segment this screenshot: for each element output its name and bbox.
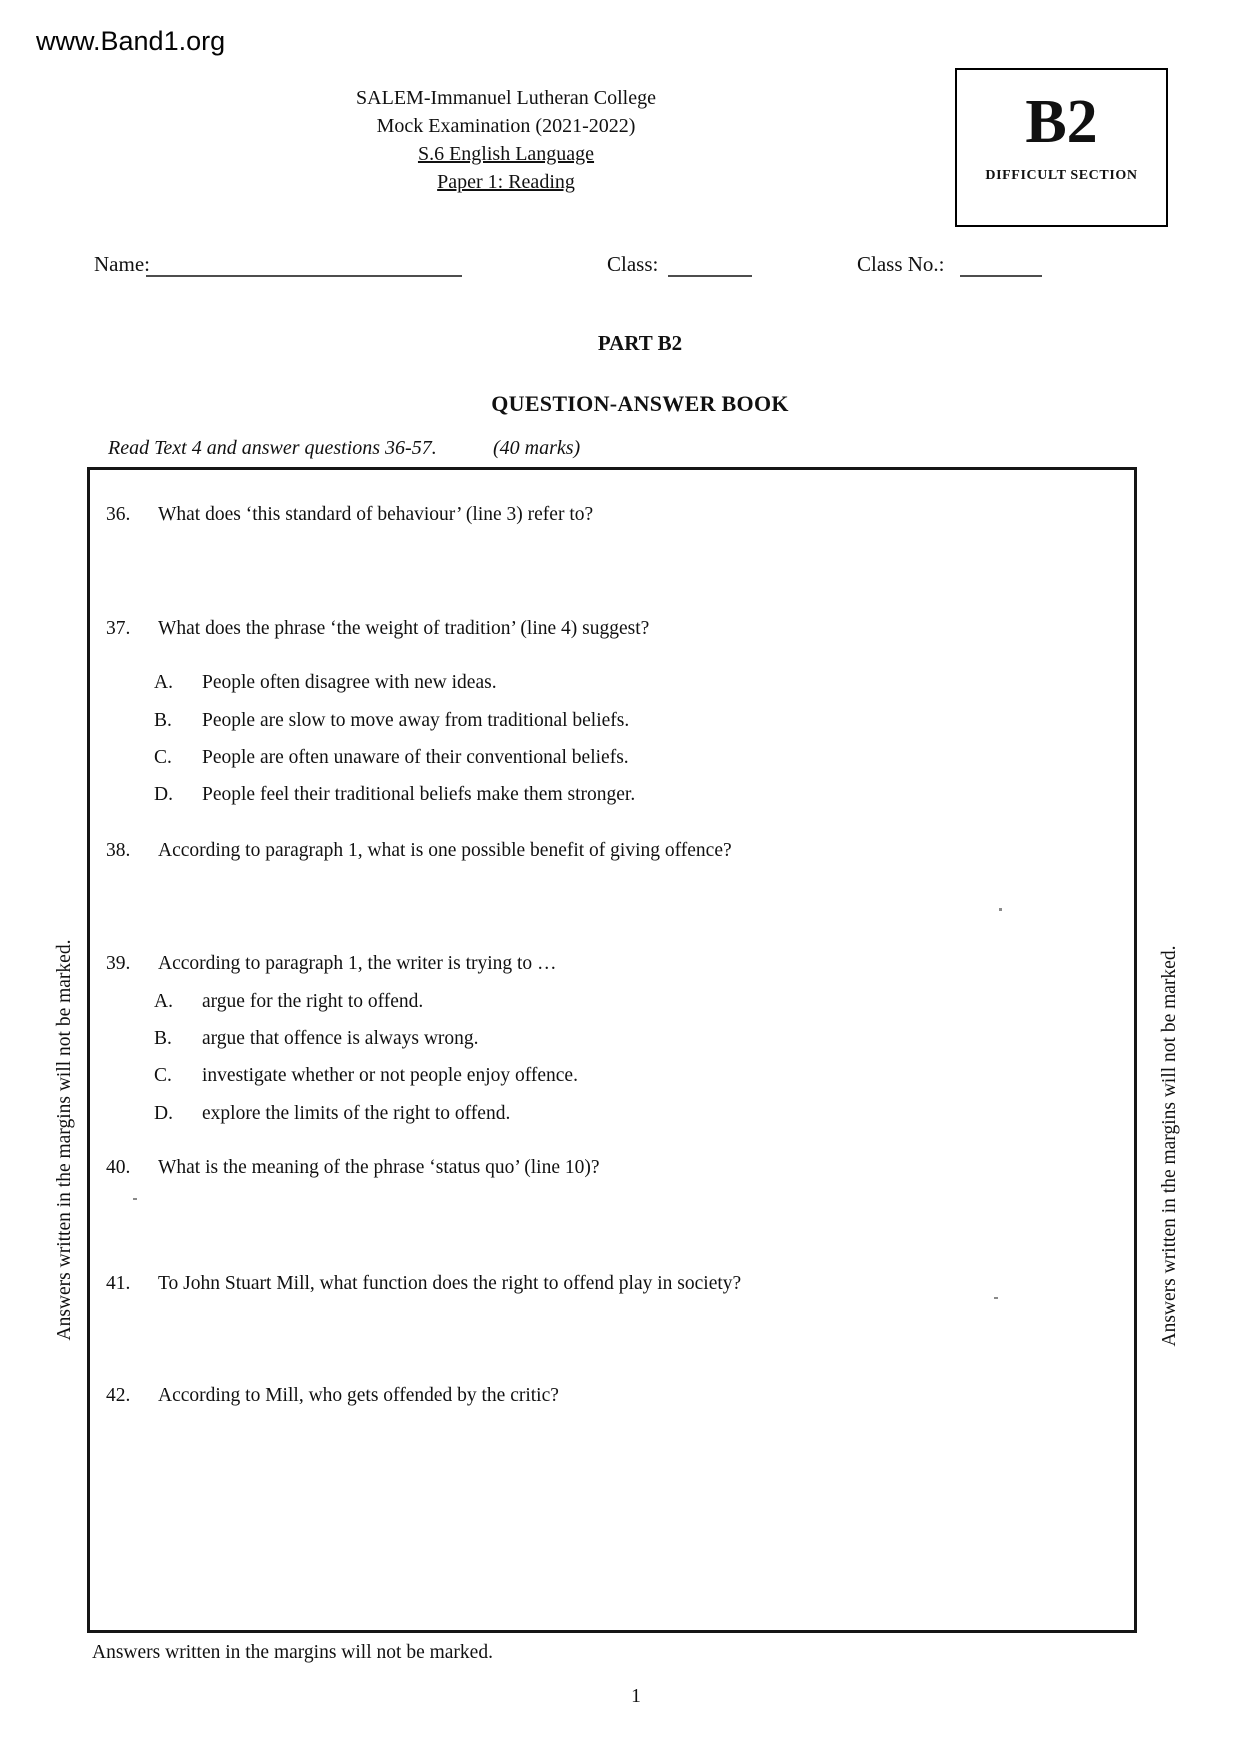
name-blank-line	[146, 252, 462, 277]
question-number: 36.	[106, 504, 131, 525]
option-text: explore the limits of the right to offend.	[202, 1103, 511, 1124]
question-text: What does ‘this standard of behaviour’ (line 3) refer to?	[158, 504, 594, 525]
option-text: argue for the right to offend.	[202, 991, 424, 1012]
book-title: QUESTION-ANSWER BOOK	[491, 391, 789, 416]
answer-box	[87, 467, 1137, 1633]
question-text: What does the phrase ‘the weight of tradition’ (line 4) suggest?	[158, 618, 650, 639]
exam-title: Mock Examination (2021-2022)	[376, 115, 636, 137]
question-number: 41.	[106, 1273, 131, 1294]
right-margin-note: Answers written in the margins will not be marked.	[1159, 945, 1180, 1347]
section-code: B2	[1025, 88, 1098, 156]
question-text: According to paragraph 1, what is one possible benefit of giving offence?	[158, 840, 732, 861]
question-number: 42.	[106, 1385, 131, 1406]
instructions-marks: (40 marks)	[493, 437, 581, 459]
question-number: 39.	[106, 953, 131, 974]
class-blank-line	[668, 252, 752, 277]
scan-speck	[994, 1297, 998, 1299]
left-margin-note: Answers written in the margins will not be marked.	[54, 939, 75, 1341]
question-text: To John Stuart Mill, what function does the right to offend play in society?	[158, 1273, 742, 1294]
class-no-blank-line	[960, 252, 1042, 277]
question-text: According to paragraph 1, the writer is trying to …	[158, 953, 557, 974]
scan-speck	[999, 908, 1002, 911]
option-text: People are often unaware of their conventional beliefs.	[202, 747, 629, 768]
option-text: People are slow to move away from traditional beliefs.	[202, 710, 630, 731]
option-letter: C.	[154, 747, 172, 768]
option-letter: A.	[154, 672, 173, 693]
name-label: Name:	[94, 252, 150, 276]
site-watermark: www.Band1.org	[36, 26, 226, 56]
option-text: People feel their traditional beliefs make them stronger.	[202, 784, 636, 805]
option-text: argue that offence is always wrong.	[202, 1028, 479, 1049]
paper-title: Paper 1: Reading	[437, 171, 575, 193]
footer-margin-note: Answers written in the margins will not be marked.	[92, 1642, 493, 1663]
question-number: 38.	[106, 840, 131, 861]
option-letter: A.	[154, 991, 173, 1012]
section-label: DIFFICULT SECTION	[985, 168, 1138, 183]
class-no-label: Class No.:	[857, 252, 945, 276]
option-letter: D.	[154, 784, 173, 805]
instructions-text: Read Text 4 and answer questions 36-57.	[108, 437, 437, 459]
option-text: investigate whether or not people enjoy offence.	[202, 1065, 578, 1086]
class-label: Class:	[607, 252, 659, 276]
option-letter: B.	[154, 710, 172, 731]
scan-speck	[133, 1198, 137, 1200]
exam-header	[256, 84, 756, 196]
option-letter: B.	[154, 1028, 172, 1049]
option-text: People often disagree with new ideas.	[202, 672, 497, 693]
option-letter: D.	[154, 1103, 173, 1124]
page-number: 1	[631, 1686, 641, 1707]
subject-title: S.6 English Language	[417, 143, 595, 165]
section-code-box	[955, 68, 1168, 227]
option-letter: C.	[154, 1065, 172, 1086]
question-text: According to Mill, who gets offended by the critic?	[158, 1385, 559, 1406]
question-text: What is the meaning of the phrase ‘status quo’ (line 10)?	[158, 1157, 600, 1178]
question-number: 40.	[106, 1157, 131, 1178]
question-number: 37.	[106, 618, 131, 639]
school-name: SALEM-Immanuel Lutheran College	[356, 87, 656, 109]
part-title: PART B2	[597, 331, 683, 355]
